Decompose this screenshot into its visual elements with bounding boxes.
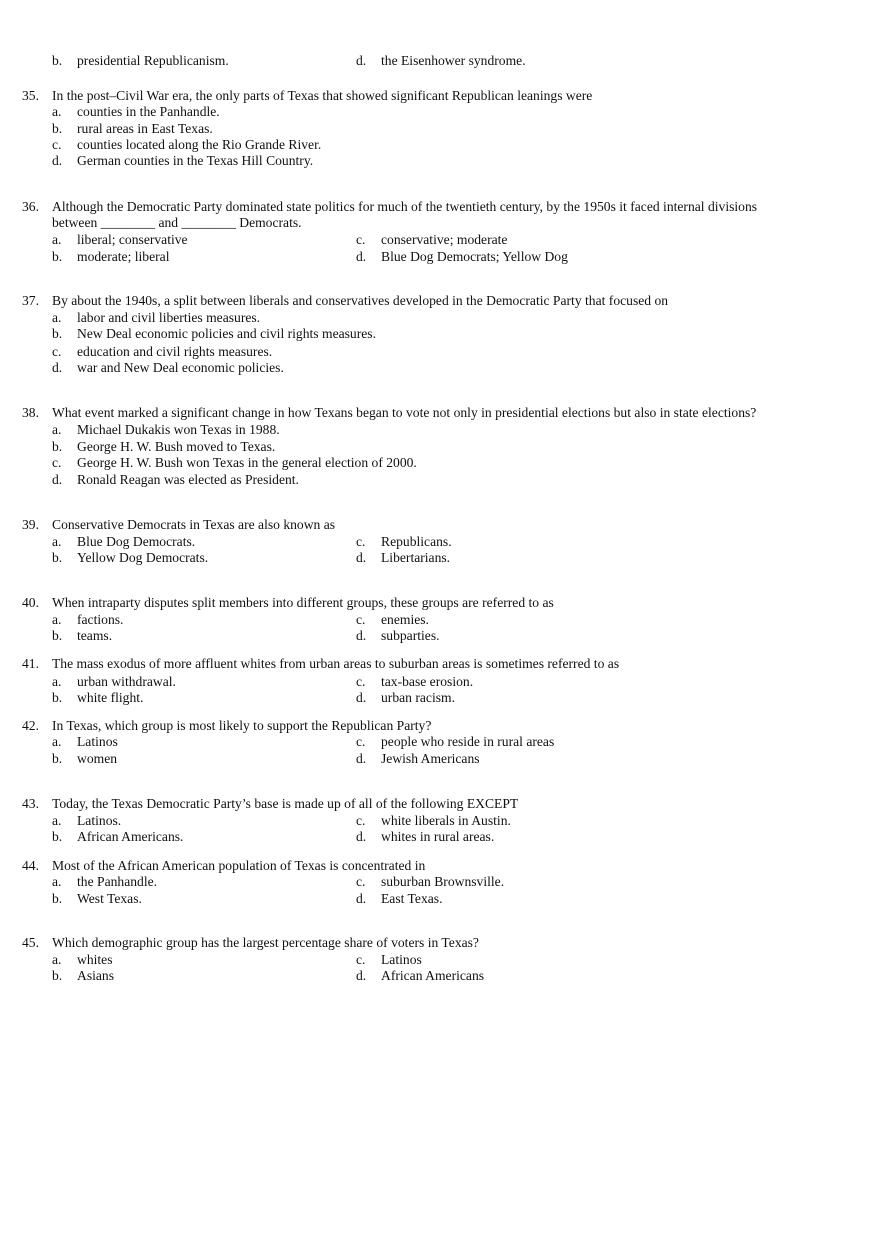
option-text: George H. W. Bush moved to Texas. <box>77 439 276 454</box>
question-number: 43. <box>22 796 39 811</box>
option-text: suburban Brownsville. <box>381 874 505 889</box>
question-number: 44. <box>22 858 39 873</box>
option-text: education and civil rights measures. <box>77 344 273 359</box>
option-text: Ronald Reagan was elected as President. <box>77 472 299 487</box>
question-number: 41. <box>22 656 39 671</box>
option-letter: d. <box>356 891 367 906</box>
option-letter: d. <box>356 690 367 705</box>
question-stem: Which demographic group has the largest percentage share of voters in Texas? <box>52 935 479 950</box>
question-stem: In Texas, which group is most likely to support the Republican Party? <box>52 718 432 733</box>
option-letter: c. <box>52 455 62 470</box>
option-text: white liberals in Austin. <box>381 813 511 828</box>
option-letter: b. <box>52 891 63 906</box>
option-text: Libertarians. <box>381 550 451 565</box>
option-letter: b. <box>52 326 63 341</box>
option-text: West Texas. <box>77 891 142 906</box>
question-number: 38. <box>22 405 39 420</box>
option-text: Asians <box>77 968 115 983</box>
option-text: rural areas in East Texas. <box>77 121 213 136</box>
option-letter: d. <box>52 360 63 375</box>
option-text: people who reside in rural areas <box>381 734 555 749</box>
option-letter: d. <box>52 153 63 168</box>
option-text: enemies. <box>381 612 429 627</box>
option-text: white flight. <box>77 690 144 705</box>
option-text: George H. W. Bush won Texas in the general election of 2000. <box>77 455 417 470</box>
option-text: Latinos <box>381 952 422 967</box>
option-text: tax-base erosion. <box>381 674 474 689</box>
question-number: 36. <box>22 199 39 214</box>
option-letter: d. <box>52 472 63 487</box>
option-letter: b. <box>52 968 63 983</box>
option-letter: d. <box>356 550 367 565</box>
option-letter: a. <box>52 232 62 247</box>
option-letter: a. <box>52 813 62 828</box>
question-number: 35. <box>22 88 39 103</box>
option-text: whites in rural areas. <box>381 829 495 844</box>
option-letter: d. <box>356 751 367 766</box>
question-number: 39. <box>22 517 39 532</box>
option-letter: c. <box>52 137 62 152</box>
option-text: conservative; moderate <box>381 232 508 247</box>
option-letter: c. <box>356 874 366 889</box>
option-text: the Eisenhower syndrome. <box>381 53 526 68</box>
option-text: factions. <box>77 612 124 627</box>
question-stem: Most of the African American population of Texas is concentrated in <box>52 858 426 873</box>
option-letter: b. <box>52 550 63 565</box>
question-number: 42. <box>22 718 39 733</box>
option-letter: a. <box>52 310 62 325</box>
question-stem: Although the Democratic Party dominated state politics for much of the twentieth century, by the 1950s it faced internal divisions <box>52 199 758 214</box>
option-letter: a. <box>52 734 62 749</box>
option-letter: c. <box>52 344 62 359</box>
option-letter: a. <box>52 104 62 119</box>
question-number: 40. <box>22 595 39 610</box>
question-number: 45. <box>22 935 39 950</box>
option-text: African Americans. <box>77 829 184 844</box>
question-stem: The mass exodus of more affluent whites from urban areas to suburban areas is sometimes referred to as <box>52 656 620 671</box>
option-text: women <box>77 751 118 766</box>
option-letter: a. <box>52 952 62 967</box>
question-stem: Today, the Texas Democratic Party’s base is made up of all of the following EXCEPT <box>52 796 519 811</box>
option-text: Latinos <box>77 734 118 749</box>
option-letter: c. <box>356 534 366 549</box>
question-stem: Conservative Democrats in Texas are also known as <box>52 517 336 532</box>
option-text: the Panhandle. <box>77 874 158 889</box>
option-letter: a. <box>52 874 62 889</box>
option-letter: b. <box>52 829 63 844</box>
option-text: war and New Deal economic policies. <box>77 360 284 375</box>
option-letter: b. <box>52 53 63 68</box>
option-text: German counties in the Texas Hill Country. <box>77 153 314 168</box>
option-text: counties in the Panhandle. <box>77 104 220 119</box>
option-text: Jewish Americans <box>381 751 480 766</box>
option-text: urban withdrawal. <box>77 674 176 689</box>
option-text: Blue Dog Democrats; Yellow Dog <box>381 249 568 264</box>
option-letter: b. <box>52 121 63 136</box>
option-text: moderate; liberal <box>77 249 170 264</box>
option-letter: c. <box>356 813 366 828</box>
option-text: presidential Republicanism. <box>77 53 229 68</box>
option-text: Latinos. <box>77 813 122 828</box>
option-text: Blue Dog Democrats. <box>77 534 196 549</box>
option-letter: b. <box>52 439 63 454</box>
option-letter: a. <box>52 612 62 627</box>
option-text: Republicans. <box>381 534 452 549</box>
option-letter: d. <box>356 968 367 983</box>
option-text: Yellow Dog Democrats. <box>77 550 209 565</box>
option-letter: d. <box>356 628 367 643</box>
option-text: whites <box>77 952 113 967</box>
option-text: urban racism. <box>381 690 455 705</box>
option-text: East Texas. <box>381 891 443 906</box>
option-text: counties located along the Rio Grande River. <box>77 137 322 152</box>
option-letter: a. <box>52 674 62 689</box>
question-stem: What event marked a significant change in how Texans began to vote not only in presidential elections but also in state elections? <box>52 405 757 420</box>
option-letter: d. <box>356 829 367 844</box>
option-letter: d. <box>356 249 367 264</box>
option-letter: b. <box>52 690 63 705</box>
question-stem-continued: between ________ and ________ Democrats. <box>52 215 302 230</box>
option-letter: b. <box>52 751 63 766</box>
option-letter: c. <box>356 952 366 967</box>
option-letter: c. <box>356 232 366 247</box>
option-letter: b. <box>52 249 63 264</box>
option-letter: b. <box>52 628 63 643</box>
option-letter: a. <box>52 422 62 437</box>
option-text: liberal; conservative <box>77 232 188 247</box>
option-letter: a. <box>52 534 62 549</box>
question-stem: In the post–Civil War era, the only parts of Texas that showed significant Republican leanings were <box>52 88 593 103</box>
option-letter: d. <box>356 53 367 68</box>
option-text: labor and civil liberties measures. <box>77 310 261 325</box>
option-letter: c. <box>356 674 366 689</box>
option-text: subparties. <box>381 628 440 643</box>
option-letter: c. <box>356 734 366 749</box>
question-number: 37. <box>22 293 39 308</box>
option-text: African Americans <box>381 968 485 983</box>
option-text: Michael Dukakis won Texas in 1988. <box>77 422 280 437</box>
option-letter: c. <box>356 612 366 627</box>
question-stem: When intraparty disputes split members into different groups, these groups are referred to as <box>52 595 554 610</box>
option-text: teams. <box>77 628 113 643</box>
option-text: New Deal economic policies and civil rights measures. <box>77 326 376 341</box>
question-stem: By about the 1940s, a split between liberals and conservatives developed in the Democratic Party that focused on <box>52 293 669 308</box>
